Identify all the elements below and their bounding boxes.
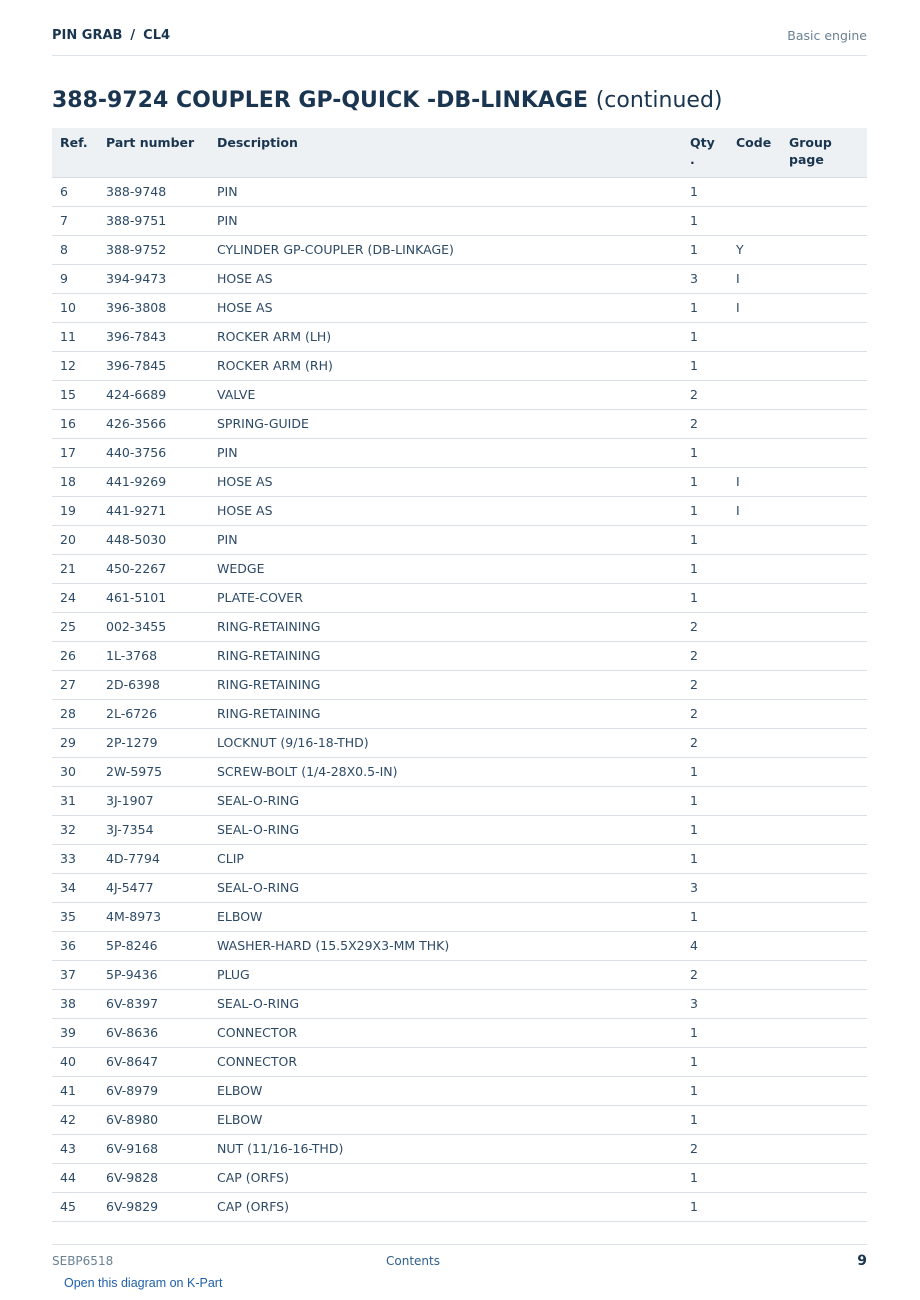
cell-part-number[interactable]: 448-5030 xyxy=(98,525,209,554)
parts-table xyxy=(52,128,867,1222)
cell-code xyxy=(728,380,781,409)
cell-code xyxy=(728,670,781,699)
cell-description: CLIP xyxy=(209,844,682,873)
cell-description: HOSE AS xyxy=(209,496,682,525)
column-header-code: Code xyxy=(728,128,781,177)
cell-description: LOCKNUT (9/16-18-THD) xyxy=(209,728,682,757)
table-row xyxy=(52,931,867,960)
cell-ref: 43 xyxy=(52,1134,98,1163)
cell-group-page xyxy=(781,351,867,380)
cell-part-number[interactable]: 440-3756 xyxy=(98,438,209,467)
cell-group-page xyxy=(781,525,867,554)
cell-part-number[interactable]: 6V-8647 xyxy=(98,1047,209,1076)
cell-qty: 1 xyxy=(682,554,728,583)
table-row xyxy=(52,293,867,322)
cell-ref: 21 xyxy=(52,554,98,583)
cell-group-page xyxy=(781,1134,867,1163)
cell-ref: 45 xyxy=(52,1192,98,1221)
cell-qty: 2 xyxy=(682,699,728,728)
cell-ref: 41 xyxy=(52,1076,98,1105)
cell-qty: 2 xyxy=(682,641,728,670)
cell-description: RING-RETAINING xyxy=(209,670,682,699)
cell-part-number[interactable]: 3J-1907 xyxy=(98,786,209,815)
breadcrumb xyxy=(52,28,170,43)
cell-group-page xyxy=(781,1163,867,1192)
cell-part-number[interactable]: 5P-8246 xyxy=(98,931,209,960)
table-row xyxy=(52,699,867,728)
cell-code: Y xyxy=(728,235,781,264)
cell-ref: 33 xyxy=(52,844,98,873)
cell-ref: 7 xyxy=(52,206,98,235)
cell-description: RING-RETAINING xyxy=(209,612,682,641)
cell-ref: 38 xyxy=(52,989,98,1018)
cell-description: CAP (ORFS) xyxy=(209,1163,682,1192)
cell-description: SCREW-BOLT (1/4-28X0.5-IN) xyxy=(209,757,682,786)
table-row xyxy=(52,612,867,641)
cell-code xyxy=(728,1192,781,1221)
cell-description: PIN xyxy=(209,177,682,206)
cell-part-number[interactable]: 394-9473 xyxy=(98,264,209,293)
cell-description: CONNECTOR xyxy=(209,1018,682,1047)
cell-part-number[interactable]: 461-5101 xyxy=(98,583,209,612)
cell-group-page xyxy=(781,177,867,206)
cell-part-number[interactable]: 6V-8636 xyxy=(98,1018,209,1047)
cell-code: I xyxy=(728,293,781,322)
cell-qty: 1 xyxy=(682,1105,728,1134)
cell-description: RING-RETAINING xyxy=(209,699,682,728)
table-row xyxy=(52,815,867,844)
cell-part-number[interactable]: 2D-6398 xyxy=(98,670,209,699)
cell-qty: 3 xyxy=(682,264,728,293)
cell-description: PIN xyxy=(209,206,682,235)
page-number: 9 xyxy=(857,1253,867,1269)
cell-group-page xyxy=(781,554,867,583)
cell-code xyxy=(728,1076,781,1105)
cell-ref: 9 xyxy=(52,264,98,293)
table-row xyxy=(52,467,867,496)
cell-ref: 35 xyxy=(52,902,98,931)
cell-ref: 11 xyxy=(52,322,98,351)
cell-code xyxy=(728,351,781,380)
table-header-row xyxy=(52,128,867,177)
cell-qty: 1 xyxy=(682,1163,728,1192)
table-row xyxy=(52,1192,867,1221)
cell-description: PLATE-COVER xyxy=(209,583,682,612)
cell-group-page xyxy=(781,1192,867,1221)
cell-code xyxy=(728,409,781,438)
cell-ref: 44 xyxy=(52,1163,98,1192)
table-row xyxy=(52,409,867,438)
cell-code xyxy=(728,757,781,786)
table-row xyxy=(52,525,867,554)
cell-ref: 24 xyxy=(52,583,98,612)
cell-group-page xyxy=(781,873,867,902)
cell-description: ROCKER ARM (RH) xyxy=(209,351,682,380)
cell-code xyxy=(728,728,781,757)
cell-part-number[interactable]: 441-9271 xyxy=(98,496,209,525)
column-header-group-page-label: Group page xyxy=(789,135,832,167)
cell-part-number[interactable]: 2P-1279 xyxy=(98,728,209,757)
table-row xyxy=(52,264,867,293)
cell-code xyxy=(728,960,781,989)
cell-description: HOSE AS xyxy=(209,264,682,293)
cell-qty: 1 xyxy=(682,438,728,467)
cell-qty: 1 xyxy=(682,815,728,844)
cell-group-page xyxy=(781,844,867,873)
cell-part-number[interactable]: 5P-9436 xyxy=(98,960,209,989)
cell-part-number[interactable]: 388-9751 xyxy=(98,206,209,235)
contents-link[interactable]: Contents xyxy=(386,1254,440,1268)
cell-description: SEAL-O-RING xyxy=(209,815,682,844)
cell-group-page xyxy=(781,902,867,931)
cell-group-page xyxy=(781,496,867,525)
table-row xyxy=(52,554,867,583)
cell-part-number[interactable]: 6V-8980 xyxy=(98,1105,209,1134)
table-row xyxy=(52,641,867,670)
cell-code xyxy=(728,1047,781,1076)
section-label: Basic engine xyxy=(787,28,867,43)
table-body xyxy=(52,177,867,1221)
page-title-suffix: (continued) xyxy=(595,88,723,113)
cell-qty: 1 xyxy=(682,583,728,612)
cell-group-page xyxy=(781,699,867,728)
cell-group-page xyxy=(781,1076,867,1105)
cell-qty: 3 xyxy=(682,989,728,1018)
cell-qty: 1 xyxy=(682,844,728,873)
cell-group-page xyxy=(781,728,867,757)
page-footer xyxy=(52,1244,867,1274)
cell-description: HOSE AS xyxy=(209,467,682,496)
cell-description: WEDGE xyxy=(209,554,682,583)
column-header-description: Description xyxy=(209,128,682,177)
cell-code xyxy=(728,438,781,467)
cell-description: PLUG xyxy=(209,960,682,989)
table-row xyxy=(52,1018,867,1047)
cell-code xyxy=(728,815,781,844)
table-row xyxy=(52,786,867,815)
cell-group-page xyxy=(781,757,867,786)
cell-group-page xyxy=(781,612,867,641)
cell-qty: 1 xyxy=(682,786,728,815)
page-title-main: 388-9724 COUPLER GP-QUICK -DB-LINKAGE xyxy=(52,88,589,113)
cell-part-number[interactable]: 450-2267 xyxy=(98,554,209,583)
cell-description: NUT (11/16-16-THD) xyxy=(209,1134,682,1163)
cell-qty: 1 xyxy=(682,235,728,264)
cell-code xyxy=(728,1018,781,1047)
cell-ref: 42 xyxy=(52,1105,98,1134)
cell-part-number[interactable]: 6V-9168 xyxy=(98,1134,209,1163)
cell-qty: 1 xyxy=(682,757,728,786)
cell-group-page xyxy=(781,1105,867,1134)
table-row xyxy=(52,235,867,264)
cell-part-number[interactable]: 6V-8397 xyxy=(98,989,209,1018)
cell-code xyxy=(728,206,781,235)
cell-code xyxy=(728,786,781,815)
cell-description: WASHER-HARD (15.5X29X3-MM THK) xyxy=(209,931,682,960)
page-header xyxy=(52,28,867,56)
cell-qty: 1 xyxy=(682,177,728,206)
breadcrumb-item-cl4[interactable]: CL4 xyxy=(143,28,171,43)
cell-description: SEAL-O-RING xyxy=(209,786,682,815)
cell-ref: 29 xyxy=(52,728,98,757)
table-row xyxy=(52,206,867,235)
cell-code xyxy=(728,844,781,873)
cell-qty: 2 xyxy=(682,1134,728,1163)
cell-qty: 1 xyxy=(682,525,728,554)
table-row xyxy=(52,1105,867,1134)
cell-part-number[interactable]: 388-9752 xyxy=(98,235,209,264)
cell-qty: 1 xyxy=(682,496,728,525)
cell-ref: 30 xyxy=(52,757,98,786)
cell-part-number[interactable]: 426-3566 xyxy=(98,409,209,438)
table-row xyxy=(52,757,867,786)
cell-code xyxy=(728,1163,781,1192)
table-row xyxy=(52,496,867,525)
cell-ref: 18 xyxy=(52,467,98,496)
cell-code xyxy=(728,931,781,960)
cell-ref: 16 xyxy=(52,409,98,438)
column-header-ref: Ref. xyxy=(52,128,98,177)
cell-code xyxy=(728,322,781,351)
cell-ref: 40 xyxy=(52,1047,98,1076)
cell-qty: 1 xyxy=(682,467,728,496)
cell-code xyxy=(728,525,781,554)
cell-code xyxy=(728,177,781,206)
page-title xyxy=(52,88,723,113)
cell-ref: 27 xyxy=(52,670,98,699)
cell-ref: 39 xyxy=(52,1018,98,1047)
cell-ref: 19 xyxy=(52,496,98,525)
cell-ref: 34 xyxy=(52,873,98,902)
cell-description: PIN xyxy=(209,525,682,554)
table-row xyxy=(52,989,867,1018)
cell-group-page xyxy=(781,641,867,670)
cell-group-page xyxy=(781,380,867,409)
cell-description: SPRING-GUIDE xyxy=(209,409,682,438)
cell-part-number[interactable]: 1L-3768 xyxy=(98,641,209,670)
cell-code: I xyxy=(728,496,781,525)
cell-part-number[interactable]: 441-9269 xyxy=(98,467,209,496)
cell-qty: 1 xyxy=(682,293,728,322)
cell-qty: 1 xyxy=(682,351,728,380)
table-row xyxy=(52,380,867,409)
cell-qty: 1 xyxy=(682,1192,728,1221)
cell-part-number[interactable]: 424-6689 xyxy=(98,380,209,409)
table-row xyxy=(52,351,867,380)
cell-part-number[interactable]: 6V-9829 xyxy=(98,1192,209,1221)
cell-code xyxy=(728,989,781,1018)
cell-group-page xyxy=(781,206,867,235)
cell-description: SEAL-O-RING xyxy=(209,989,682,1018)
cell-part-number[interactable]: 3J-7354 xyxy=(98,815,209,844)
cell-code xyxy=(728,612,781,641)
cell-group-page xyxy=(781,322,867,351)
cell-ref: 12 xyxy=(52,351,98,380)
column-header-group-page xyxy=(781,128,867,177)
column-header-qty xyxy=(682,128,728,177)
cell-qty: 1 xyxy=(682,206,728,235)
cell-qty: 2 xyxy=(682,728,728,757)
cell-ref: 20 xyxy=(52,525,98,554)
breadcrumb-separator: / xyxy=(130,28,136,43)
cell-group-page xyxy=(781,815,867,844)
cell-qty: 3 xyxy=(682,873,728,902)
table-row xyxy=(52,960,867,989)
cell-description: PIN xyxy=(209,438,682,467)
table-row xyxy=(52,322,867,351)
table-row xyxy=(52,844,867,873)
table-row xyxy=(52,902,867,931)
cell-part-number[interactable]: 396-7845 xyxy=(98,351,209,380)
cell-qty: 2 xyxy=(682,380,728,409)
cell-qty: 2 xyxy=(682,670,728,699)
cell-part-number[interactable]: 6V-9828 xyxy=(98,1163,209,1192)
cell-part-number[interactable]: 4D-7794 xyxy=(98,844,209,873)
cell-group-page xyxy=(781,293,867,322)
cell-group-page xyxy=(781,583,867,612)
cell-group-page xyxy=(781,264,867,293)
cell-description: ROCKER ARM (LH) xyxy=(209,322,682,351)
cell-qty: 2 xyxy=(682,409,728,438)
table-row xyxy=(52,583,867,612)
cell-code: I xyxy=(728,467,781,496)
cell-part-number[interactable]: 4M-8973 xyxy=(98,902,209,931)
cell-description: RING-RETAINING xyxy=(209,641,682,670)
cell-ref: 15 xyxy=(52,380,98,409)
cell-ref: 8 xyxy=(52,235,98,264)
cell-code xyxy=(728,902,781,931)
cell-ref: 25 xyxy=(52,612,98,641)
cell-description: CYLINDER GP-COUPLER (DB-LINKAGE) xyxy=(209,235,682,264)
cell-code xyxy=(728,583,781,612)
cell-code xyxy=(728,1134,781,1163)
cell-group-page xyxy=(781,670,867,699)
cell-qty: 1 xyxy=(682,1076,728,1105)
cell-description: ELBOW xyxy=(209,902,682,931)
cell-group-page xyxy=(781,1018,867,1047)
table-row xyxy=(52,1134,867,1163)
kpart-link[interactable]: Open this diagram on K-Part xyxy=(64,1276,223,1290)
cell-code xyxy=(728,641,781,670)
cell-group-page xyxy=(781,1047,867,1076)
table-row xyxy=(52,1076,867,1105)
cell-group-page xyxy=(781,409,867,438)
column-header-qty-label: Qty . xyxy=(690,135,715,167)
cell-code xyxy=(728,873,781,902)
cell-qty: 1 xyxy=(682,902,728,931)
table-row xyxy=(52,728,867,757)
cell-part-number[interactable]: 002-3455 xyxy=(98,612,209,641)
cell-ref: 10 xyxy=(52,293,98,322)
cell-ref: 17 xyxy=(52,438,98,467)
cell-code xyxy=(728,699,781,728)
cell-group-page xyxy=(781,438,867,467)
cell-description: CONNECTOR xyxy=(209,1047,682,1076)
table-row xyxy=(52,670,867,699)
cell-description: ELBOW xyxy=(209,1076,682,1105)
column-header-part-number: Part number xyxy=(98,128,209,177)
cell-code xyxy=(728,554,781,583)
cell-ref: 26 xyxy=(52,641,98,670)
table-row xyxy=(52,873,867,902)
cell-code xyxy=(728,1105,781,1134)
table-row xyxy=(52,1163,867,1192)
cell-description: ELBOW xyxy=(209,1105,682,1134)
cell-qty: 2 xyxy=(682,960,728,989)
cell-part-number[interactable]: 396-7843 xyxy=(98,322,209,351)
cell-ref: 32 xyxy=(52,815,98,844)
table-row xyxy=(52,177,867,206)
cell-description: VALVE xyxy=(209,380,682,409)
breadcrumb-item-pin-grab[interactable]: PIN GRAB xyxy=(52,28,123,43)
cell-qty: 4 xyxy=(682,931,728,960)
table-row xyxy=(52,438,867,467)
cell-ref: 36 xyxy=(52,931,98,960)
cell-ref: 31 xyxy=(52,786,98,815)
cell-part-number[interactable]: 2L-6726 xyxy=(98,699,209,728)
cell-ref: 6 xyxy=(52,177,98,206)
cell-group-page xyxy=(781,235,867,264)
cell-part-number[interactable]: 6V-8979 xyxy=(98,1076,209,1105)
cell-ref: 37 xyxy=(52,960,98,989)
cell-part-number[interactable]: 396-3808 xyxy=(98,293,209,322)
table-row xyxy=(52,1047,867,1076)
cell-description: SEAL-O-RING xyxy=(209,873,682,902)
cell-group-page xyxy=(781,931,867,960)
cell-group-page xyxy=(781,467,867,496)
cell-qty: 1 xyxy=(682,1047,728,1076)
cell-part-number[interactable]: 4J-5477 xyxy=(98,873,209,902)
cell-code: I xyxy=(728,264,781,293)
cell-group-page xyxy=(781,989,867,1018)
cell-qty: 2 xyxy=(682,612,728,641)
cell-group-page xyxy=(781,960,867,989)
document-id: SEBP6518 xyxy=(52,1254,114,1268)
cell-qty: 1 xyxy=(682,322,728,351)
cell-group-page xyxy=(781,786,867,815)
cell-ref: 28 xyxy=(52,699,98,728)
cell-part-number[interactable]: 388-9748 xyxy=(98,177,209,206)
cell-qty: 1 xyxy=(682,1018,728,1047)
cell-description: CAP (ORFS) xyxy=(209,1192,682,1221)
cell-part-number[interactable]: 2W-5975 xyxy=(98,757,209,786)
cell-description: HOSE AS xyxy=(209,293,682,322)
